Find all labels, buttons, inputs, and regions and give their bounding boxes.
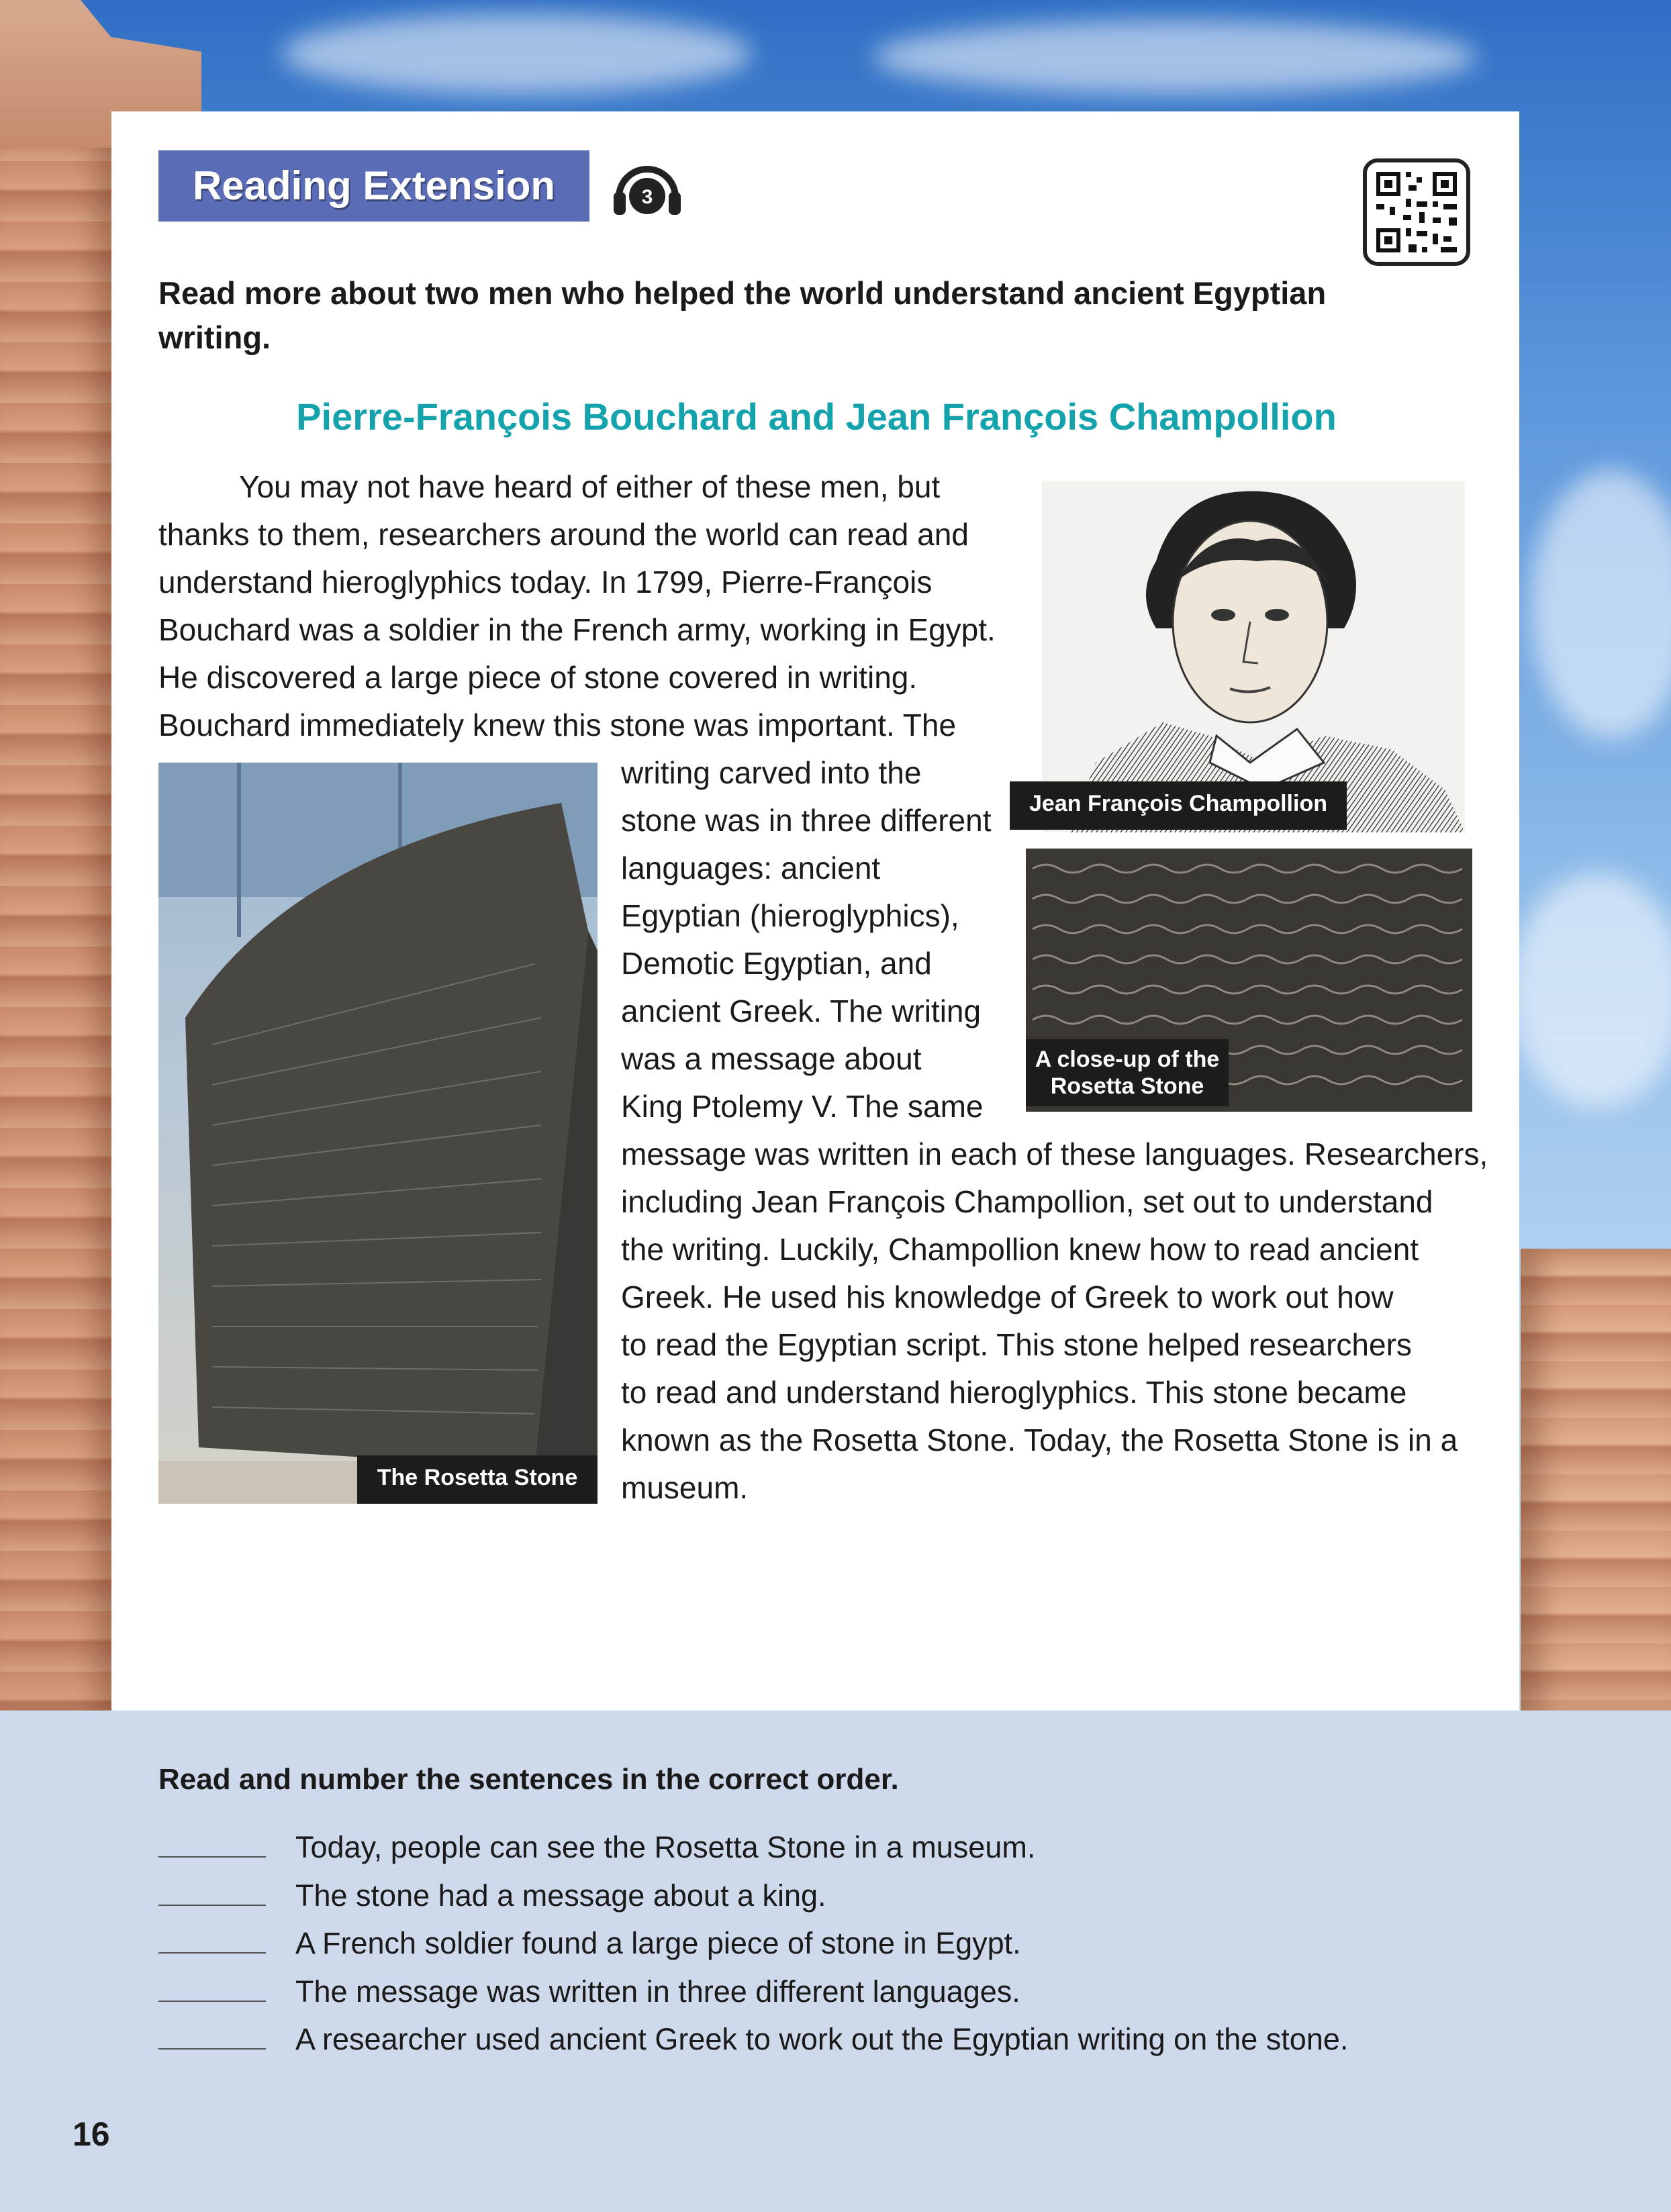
body-line: including Jean François Champollion, set out to understand bbox=[621, 1184, 1433, 1219]
body-line: known as the Rosetta Stone. Today, the Rosetta Stone is in a bbox=[621, 1423, 1458, 1457]
body-line: understand hieroglyphics today. In 1799, Pierre-François bbox=[158, 565, 933, 599]
closeup-caption-line: Rosetta Stone bbox=[1050, 1073, 1204, 1099]
body-line: the writing. Luckily, Champollion knew how to read ancient bbox=[621, 1232, 1419, 1267]
body-line: museum. bbox=[621, 1470, 749, 1505]
exercise-list bbox=[158, 1823, 1348, 2064]
temple-column-left bbox=[0, 40, 117, 1719]
rosetta-stone-photo bbox=[158, 763, 598, 1504]
answer-blank[interactable] bbox=[158, 1980, 266, 2002]
temple-column-right bbox=[1521, 1249, 1671, 1719]
exercise-item bbox=[158, 1872, 1348, 1920]
body-line: writing carved into the bbox=[621, 755, 922, 790]
portrait-caption: Jean François Champollion bbox=[1010, 781, 1347, 830]
intro-text: Read more about two men who helped the world understand ancient Egyptian writing. bbox=[158, 275, 1327, 355]
body-line: to read and understand hieroglyphics. This stone became bbox=[621, 1375, 1407, 1410]
answer-blank[interactable] bbox=[158, 1932, 266, 1954]
audio-track-number: 3 bbox=[641, 186, 653, 208]
exercise-sentence: A French soldier found a large piece of stone in Egypt. bbox=[295, 1926, 1021, 1960]
answer-blank[interactable] bbox=[158, 1884, 266, 1906]
body-line: thanks to them, researchers around the world can read and bbox=[158, 517, 969, 552]
body-line: Egyptian (hieroglyphics), bbox=[621, 898, 959, 933]
body-line: Demotic Egyptian, and bbox=[621, 946, 932, 981]
body-line: to read the Egyptian script. This stone helped researchers bbox=[621, 1327, 1412, 1362]
body-line: stone was in three different bbox=[621, 803, 992, 838]
exercise-item bbox=[158, 2015, 1348, 2064]
exercise-instruction: Read and number the sentences in the correct order. bbox=[158, 1763, 899, 1796]
body-line: He discovered a large piece of stone covered in writing. bbox=[158, 660, 918, 695]
exercise-item bbox=[158, 1968, 1348, 2016]
page-number: 16 bbox=[73, 2115, 110, 2153]
qr-code-icon[interactable] bbox=[1363, 158, 1470, 266]
body-line: message was written in each of these languages. Researchers, bbox=[621, 1137, 1488, 1171]
exercise-item bbox=[158, 1823, 1348, 1872]
stone-caption: The Rosetta Stone bbox=[357, 1455, 598, 1504]
exercise-sentence: The message was written in three different languages. bbox=[295, 1974, 1020, 2009]
audio-track-icon[interactable] bbox=[612, 158, 682, 220]
body-line: You may not have heard of either of these men, but bbox=[239, 469, 941, 504]
article-title: Pierre-François Bouchard and Jean François Champollion bbox=[296, 395, 1337, 438]
closeup-caption bbox=[1026, 1039, 1229, 1106]
answer-blank[interactable] bbox=[158, 1836, 266, 1858]
body-line: Greek. He used his knowledge of Greek to work out how bbox=[621, 1280, 1394, 1314]
body-line: ancient Greek. The writing bbox=[621, 994, 982, 1028]
exercise-sentence: The stone had a message about a king. bbox=[295, 1878, 826, 1913]
closeup-caption-line: A close-up of the bbox=[1035, 1047, 1220, 1072]
section-banner: Reading Extension bbox=[158, 150, 589, 222]
body-line: was a message about bbox=[621, 1041, 922, 1076]
cloud bbox=[282, 13, 752, 94]
exercise-item bbox=[158, 1919, 1348, 1968]
answer-blank[interactable] bbox=[158, 2028, 266, 2050]
exercise-sentence: Today, people can see the Rosetta Stone in a museum. bbox=[295, 1830, 1036, 1864]
exercise-sentence: A researcher used ancient Greek to work out the Egyptian writing on the stone. bbox=[295, 2022, 1349, 2056]
champollion-portrait bbox=[1042, 481, 1465, 832]
body-line: King Ptolemy V. The same bbox=[621, 1089, 984, 1124]
cloud bbox=[873, 20, 1477, 94]
body-line: Bouchard immediately knew this stone was important. The bbox=[158, 708, 957, 742]
body-line: Bouchard was a soldier in the French army, working in Egypt. bbox=[158, 612, 996, 647]
body-line: languages: ancient bbox=[621, 851, 881, 885]
